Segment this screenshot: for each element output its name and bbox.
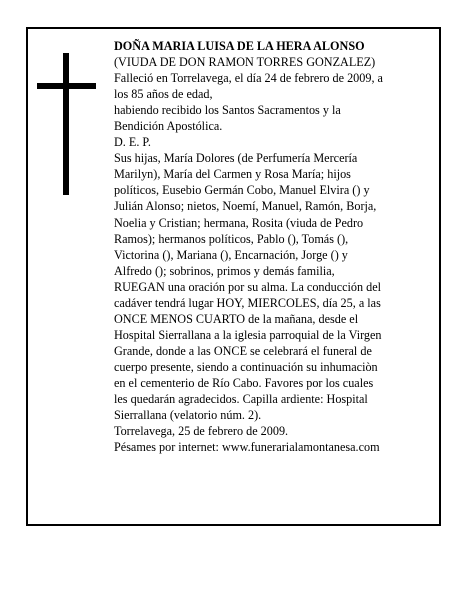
notice-line: en el cementerio de Río Cabo. Favores por los cuales <box>114 375 374 390</box>
notice-line: Falleció en Torrelavega, el día 24 de febrero de 2009, a <box>114 71 383 86</box>
notice-line: ONCE MENOS CUARTO de la mañana, desde el <box>114 311 359 326</box>
obituary-text <box>114 38 432 455</box>
notice-line: (VIUDA DE DON RAMON TORRES GONZALEZ) <box>114 55 376 70</box>
notice-line: RUEGAN una oración por su alma. La conducción del <box>114 279 382 294</box>
notice-line: Pésames por internet: www.funerarialamontanesa.com <box>114 440 380 455</box>
notice-line: los 85 años de edad, <box>114 87 213 102</box>
notice-line: Victorina (), Mariana (), Encarnación, Jorge () y <box>114 247 348 262</box>
notice-line: Hospital Sierrallana a la iglesia parroquial de la Virgen <box>114 327 382 342</box>
notice-line: cuerpo presente, siendo a continuación su inhumaciòn <box>114 359 378 374</box>
notice-line: Torrelavega, 25 de febrero de 2009. <box>114 424 289 439</box>
notice-line: cadáver tendrá lugar HOY, MIERCOLES, día 25, a las <box>114 295 381 310</box>
notice-line: Marilyn), María del Carmen y Rosa María; hijos <box>114 167 351 182</box>
notice-line: Alfredo (); sobrinos, primos y demás familia, <box>114 263 335 278</box>
notice-line: Noelia y Cristian; hermana, Rosita (viuda de Pedro <box>114 215 364 230</box>
notice-line: Grande, donde a las ONCE se celebrará el funeral de <box>114 343 372 358</box>
deceased-name: DOÑA MARIA LUISA DE LA HERA ALONSO <box>114 39 365 53</box>
notice-line: Sus hijas, María Dolores (de Perfumería Mercería <box>114 151 358 166</box>
notice-line: habiendo recibido los Santos Sacramentos y la <box>114 103 341 118</box>
notice-line: Bendición Apostólica. <box>114 119 223 134</box>
notice-line: Julián Alonso; nietos, Noemí, Manuel, Ramón, Borja, <box>114 199 377 214</box>
notice-line: les quedarán agradecidos. Capilla ardiente: Hospital <box>114 392 368 407</box>
notice-line: Ramos); hermanos políticos, Pablo (), Tomás (), <box>114 231 349 246</box>
notice-line: políticos, Eusebio Germán Cobo, Manuel Elvira () y <box>114 183 370 198</box>
notice-line: D. E. P. <box>114 135 151 150</box>
notice-line: Sierrallana (velatorio núm. 2). <box>114 408 262 423</box>
cross-icon <box>37 53 96 195</box>
